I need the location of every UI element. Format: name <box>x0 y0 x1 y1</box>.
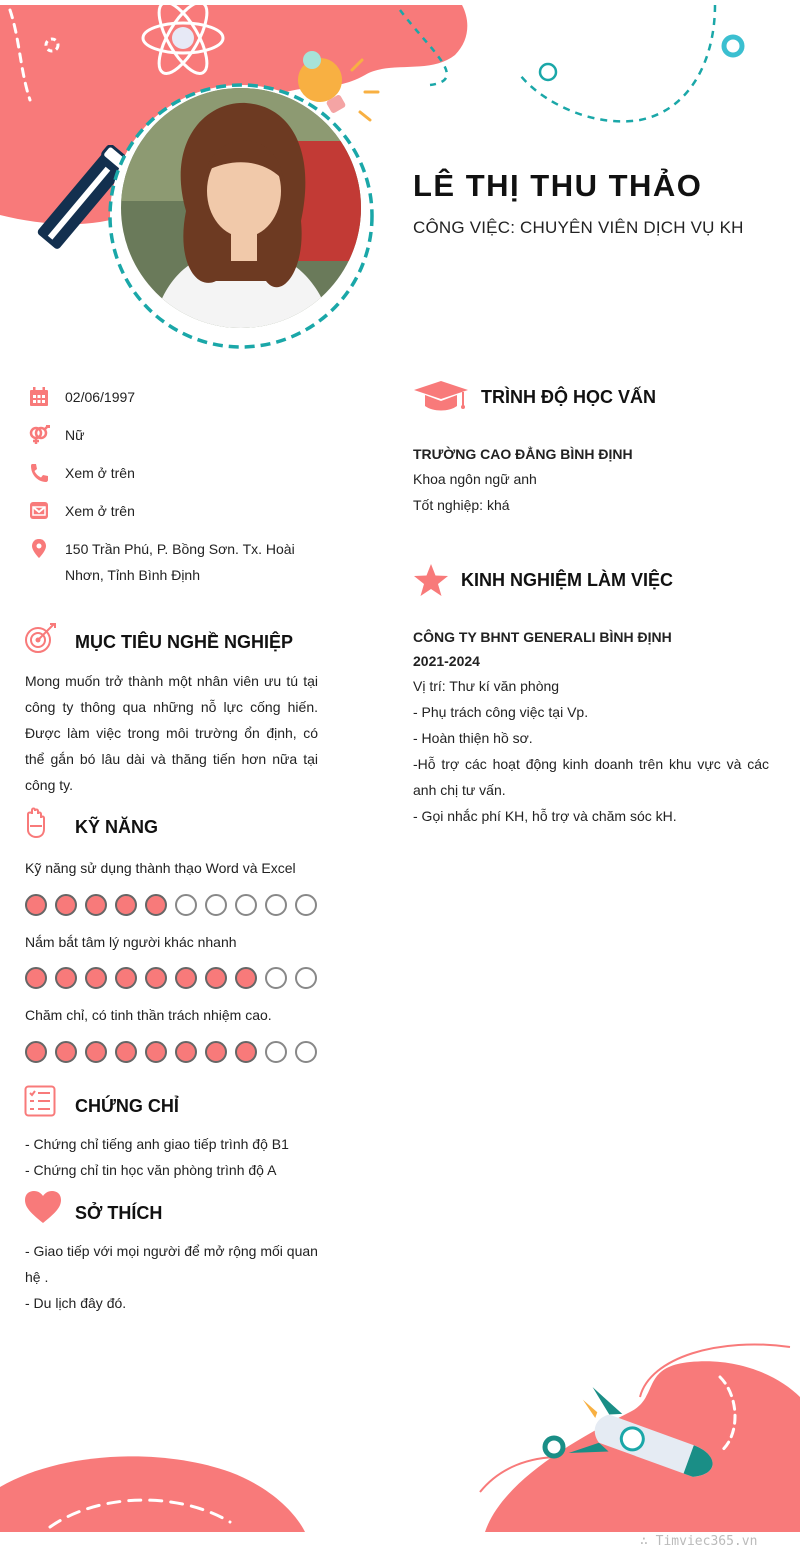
skill-rating <box>25 1041 317 1063</box>
rating-dot-filled <box>25 894 47 916</box>
rating-dot-filled <box>55 967 77 989</box>
skill-name: Kỹ năng sử dụng thành thạo Word và Excel <box>25 860 296 876</box>
rating-dot-filled <box>115 967 137 989</box>
watermark-text: Timviec365.vn <box>655 1534 758 1549</box>
skill-name: Nắm bắt tâm lý người khác nhanh <box>25 934 237 950</box>
company-name: CÔNG TY BHNT GENERALI BÌNH ĐỊNH <box>413 629 672 645</box>
address-value: 150 Trần Phú, P. Bồng Sơn. Tx. Hoài Nhơn, Tỉnh Bình Định <box>65 541 295 583</box>
rating-dot-filled <box>235 967 257 989</box>
rating-dot-filled <box>205 1041 227 1063</box>
rating-dot-filled <box>115 894 137 916</box>
email-icon <box>28 501 50 521</box>
hobby-item: - Du lịch đây đó. <box>25 1295 127 1311</box>
watermark: ∴ Timviec365.vn <box>640 1534 758 1549</box>
skills-title: KỸ NĂNG <box>75 817 159 837</box>
rating-dot-filled <box>235 1041 257 1063</box>
rating-dot-filled <box>55 894 77 916</box>
education-title: TRÌNH ĐỘ HỌC VẤN <box>481 387 656 407</box>
info-birthday <box>28 384 328 410</box>
rating-dot-filled <box>115 1041 137 1063</box>
info-email <box>28 498 328 524</box>
rating-dot-filled <box>85 894 107 916</box>
rating-dot-filled <box>175 967 197 989</box>
school-name: TRƯỜNG CAO ĐẲNG BÌNH ĐỊNH <box>413 446 633 462</box>
certificates-title: CHỨNG CHỈ <box>75 1096 179 1116</box>
objective-title: MỤC TIÊU NGHỀ NGHIỆP <box>75 632 294 652</box>
certificate-item: - Chứng chỉ tiếng anh giao tiếp trình độ B1 <box>25 1136 289 1152</box>
gender-icon <box>28 425 50 445</box>
work-position: Vị trí: Thư kí văn phòng <box>413 678 560 694</box>
rating-dot-empty <box>295 967 317 989</box>
rating-dot-filled <box>145 967 167 989</box>
target-icon <box>24 622 60 654</box>
rating-dot-filled <box>55 1041 77 1063</box>
rating-dot-filled <box>85 1041 107 1063</box>
info-gender <box>28 422 328 448</box>
skill-rating <box>25 967 317 989</box>
star-icon <box>413 563 449 597</box>
rating-dot-empty <box>265 894 287 916</box>
birthday-value: 02/06/1997 <box>65 389 136 405</box>
school-grade: Tốt nghiệp: khá <box>413 497 510 513</box>
rating-dot-empty <box>295 894 317 916</box>
location-pin-icon <box>28 539 50 559</box>
skill-rating <box>25 894 317 916</box>
rating-dot-empty <box>265 967 287 989</box>
heart-icon <box>24 1190 62 1224</box>
rating-dot-filled <box>25 967 47 989</box>
checklist-icon <box>24 1085 56 1117</box>
work-duty: - Phụ trách công việc tại Vp. <box>413 704 589 720</box>
rating-dot-empty <box>295 1041 317 1063</box>
footer-decoration <box>0 1317 800 1557</box>
work-duty: - Hoàn thiện hồ sơ. <box>413 730 533 746</box>
skill-name: Chăm chỉ, có tinh thần trách nhiệm cao. <box>25 1007 272 1023</box>
gender-value: Nữ <box>65 427 85 443</box>
avatar <box>106 81 376 351</box>
work-duty: - Gọi nhắc phí KH, hỗ trợ và chăm sóc kH. <box>413 808 677 824</box>
phone-value: Xem ở trên <box>65 465 135 481</box>
fist-icon <box>24 806 48 838</box>
info-phone <box>28 460 328 486</box>
objective-text: Mong muốn trở thành một nhân viên ưu tú tại công ty thông qua những nỗ lực cống hiến. Được làm việc trong môi trường ổn định, có thể gắn bó lâu dài và thăng tiến hơn nữa tại công ty. <box>25 673 318 793</box>
work-duty: -Hỗ trợ các hoạt động kinh doanh trên khu vực và các anh chị tư vấn. <box>413 756 769 798</box>
rating-dot-empty <box>235 894 257 916</box>
rating-dot-empty <box>175 894 197 916</box>
info-address <box>28 536 328 588</box>
rating-dot-filled <box>85 967 107 989</box>
email-value: Xem ở trên <box>65 503 135 519</box>
work-period: 2021-2024 <box>413 653 480 669</box>
school-major: Khoa ngôn ngữ anh <box>413 471 537 487</box>
calendar-icon <box>28 387 50 407</box>
experience-title: KINH NGHIỆM LÀM VIỆC <box>461 570 674 590</box>
phone-icon <box>28 463 50 483</box>
rating-dot-filled <box>145 1041 167 1063</box>
rating-dot-empty <box>265 1041 287 1063</box>
rating-dot-empty <box>205 894 227 916</box>
certificate-item: - Chứng chỉ tin học văn phòng trình độ A <box>25 1162 277 1178</box>
rating-dot-filled <box>25 1041 47 1063</box>
rating-dot-filled <box>205 967 227 989</box>
candidate-name: LÊ THỊ THU THẢO <box>413 168 703 203</box>
rating-dot-filled <box>145 894 167 916</box>
graduation-cap-icon <box>413 380 469 414</box>
hobbies-title: SỞ THÍCH <box>75 1203 163 1223</box>
rating-dot-filled <box>175 1041 197 1063</box>
hobby-item: - Giao tiếp với mọi người để mở rộng mối quan hệ . <box>25 1243 318 1285</box>
job-title: CÔNG VIỆC: CHUYÊN VIÊN DỊCH VỤ KH <box>413 218 744 237</box>
